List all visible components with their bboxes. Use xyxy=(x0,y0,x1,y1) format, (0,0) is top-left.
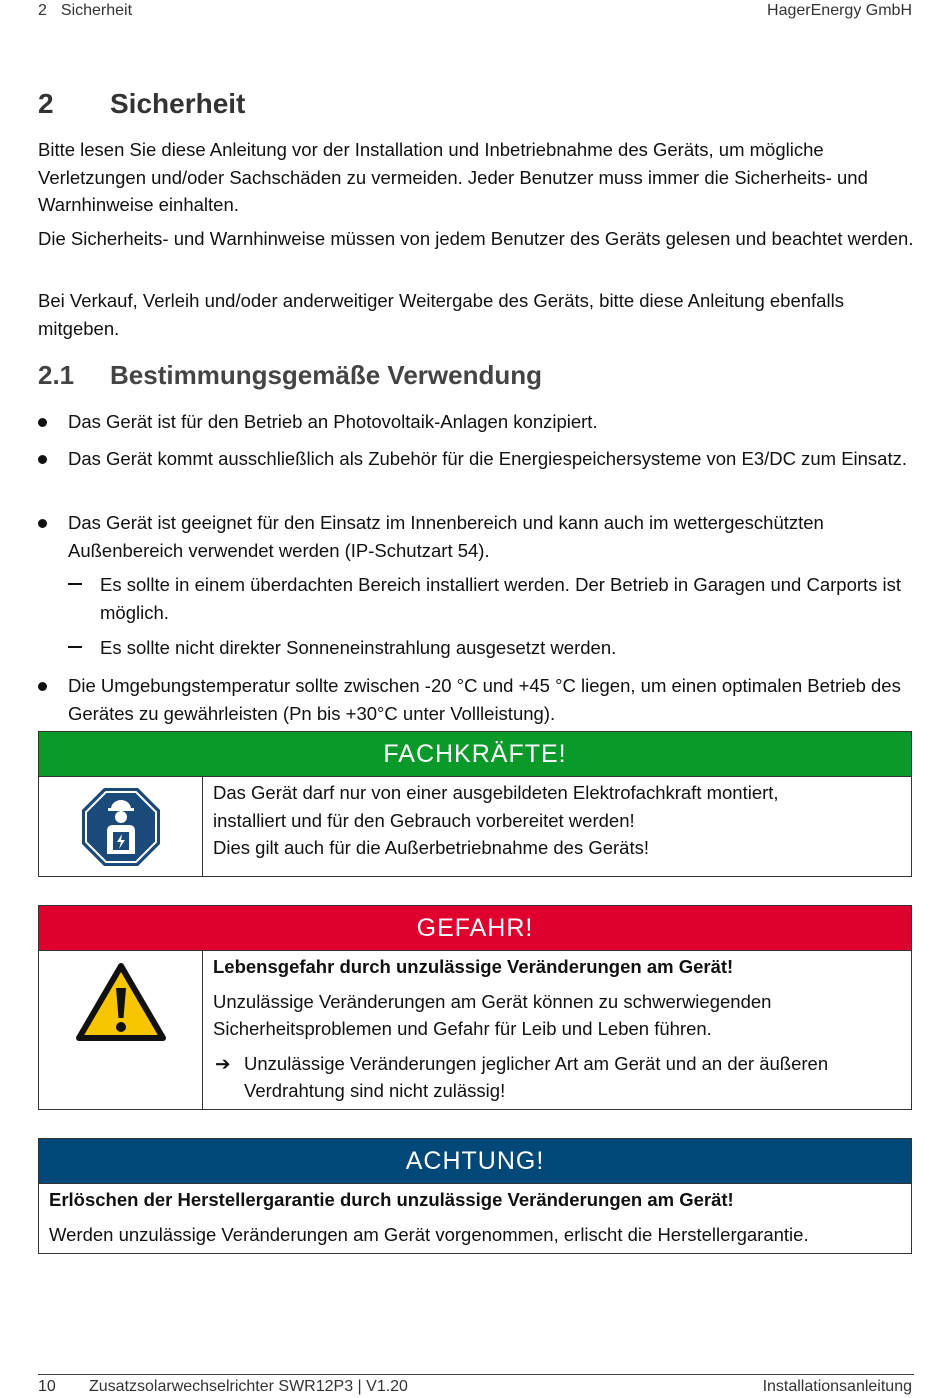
notice-achtung xyxy=(38,1138,912,1254)
footer-doc-type: Installationsanleitung xyxy=(762,1378,912,1395)
list-item-text: Das Gerät ist geeignet für den Einsatz im Innenbereich und kann auch im wettergeschützten Außenbereich verwendet werden (IP-Schutzart 54). xyxy=(68,512,824,561)
section-heading xyxy=(38,88,245,120)
bullet-dot xyxy=(38,682,47,691)
header-chapter-number: 2 xyxy=(38,2,47,19)
notice-achtung-title: ACHTUNG! xyxy=(39,1139,911,1183)
notice-heading: Lebensgefahr durch unzulässige Veränderungen am Gerät! xyxy=(213,956,734,977)
header-chapter xyxy=(38,2,132,20)
notice-action-text: Unzulässige Veränderungen jeglicher Art am Gerät und an der äußeren Verdrahtung sind nicht zulässig! xyxy=(244,1052,829,1101)
list-item-text: Die Umgebungstemperatur sollte zwischen -20 °C und +45 °C liegen, um einen optimalen Betrieb des Gerätes zu gewährleisten (Pn bis +30°C unter Vollleistung). xyxy=(68,675,901,724)
page-footer xyxy=(38,1378,912,1398)
subsection-heading xyxy=(38,360,542,391)
subsection-title: Bestimmungsgemäße Verwendung xyxy=(110,360,542,390)
notice-heading: Erlöschen der Herstellergarantie durch unzulässige Veränderungen am Gerät! xyxy=(49,1189,734,1210)
list-item-text: Das Gerät ist für den Betrieb an Photovoltaik-Anlagen konzipiert. xyxy=(68,411,598,432)
notice-fachkraefte xyxy=(38,731,912,877)
header-chapter-title: Sicherheit xyxy=(60,2,133,19)
sub-list-item xyxy=(100,571,915,626)
arrow-right-icon: ➔ xyxy=(215,1052,231,1074)
notice-gefahr-title: GEFAHR! xyxy=(39,906,911,950)
section-number: 2 xyxy=(38,88,54,119)
subsection-number: 2.1 xyxy=(38,360,75,390)
paragraph: Bitte lesen Sie diese Anleitung vor der Installation und Inbetriebnahme des Geräts, um mögliche Verletzungen und/oder Sachschäden zu vermeiden. Jeder Benutzer muss immer die Sicherheits- und Warnhinweise einhalten. xyxy=(38,139,868,215)
bullet-dot xyxy=(38,418,47,427)
page-header xyxy=(38,2,912,24)
footer-product: Zusatzsolarwechselrichter SWR12P3 | V1.20 xyxy=(89,1378,408,1395)
notice-gefahr xyxy=(38,905,912,1110)
warning-triangle-icon xyxy=(75,962,167,1042)
notice-action xyxy=(213,1050,894,1105)
header-company: HagerEnergy GmbH xyxy=(767,2,912,19)
notice-text: Das Gerät darf nur von einer ausgebildeten Elektrofachkraft montiert, installiert und für den Gebrauch vorbereitet werden! xyxy=(213,782,779,831)
list-item xyxy=(68,509,918,564)
dash-marker xyxy=(68,646,82,648)
list-item xyxy=(68,408,918,436)
sub-list-item xyxy=(100,634,915,662)
list-item xyxy=(68,672,918,727)
bullet-dot xyxy=(38,455,47,464)
list-item xyxy=(68,445,918,473)
sub-list-item-text: Es sollte in einem überdachten Bereich installiert werden. Der Betrieb in Garagen und Carports ist möglich. xyxy=(100,574,902,623)
paragraph: Bei Verkauf, Verleih und/oder anderweitiger Weitergabe des Geräts, bitte diese Anleitung ebenfalls mitgeben. xyxy=(38,290,844,339)
footer-divider xyxy=(38,1374,914,1375)
section-title: Sicherheit xyxy=(110,88,246,119)
electrician-icon xyxy=(80,786,162,868)
paragraph: Die Sicherheits- und Warnhinweise müssen von jedem Benutzer des Geräts gelesen und beachtet werden. xyxy=(38,228,914,249)
sub-list-item-text: Es sollte nicht direkter Sonneneinstrahlung ausgesetzt werden. xyxy=(100,637,617,658)
notice-text: Dies gilt auch für die Außerbetriebnahme des Geräts! xyxy=(213,837,650,858)
notice-fachkraefte-title: FACHKRÄFTE! xyxy=(39,732,911,776)
footer-page-number: 10 xyxy=(38,1378,56,1395)
bullet-dot xyxy=(38,519,47,528)
notice-text: Werden unzulässige Veränderungen am Gerät vorgenommen, erlischt die Herstellergarantie. xyxy=(49,1223,809,1245)
notice-text: Unzulässige Veränderungen am Gerät können zu schwerwiegenden Sicherheitsproblemen und Gefahr für Leib und Leben führen. xyxy=(213,990,772,1039)
dash-marker xyxy=(68,583,82,585)
notice-icon-cell xyxy=(39,951,203,1110)
notice-icon-cell xyxy=(39,777,203,877)
list-item-text: Das Gerät kommt ausschließlich als Zubehör für die Energiespeichersysteme von E3/DC zum Einsatz. xyxy=(68,448,908,469)
